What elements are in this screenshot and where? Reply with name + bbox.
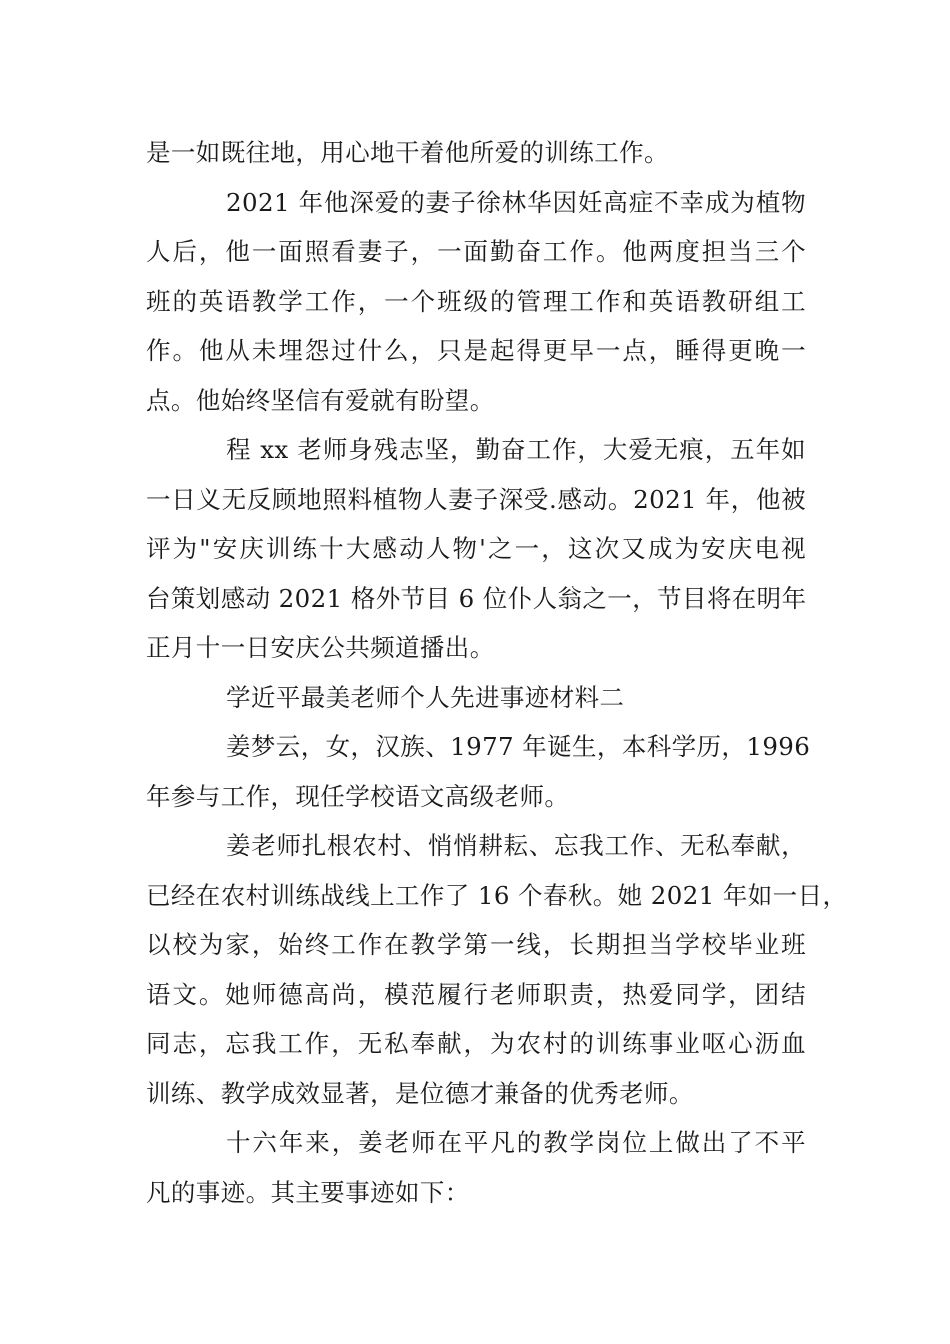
text-line: 训练、教学成效显著，是位德才兼备的优秀老师。	[146, 1078, 694, 1108]
text-line: 评为"安庆训练十大感动人物'之一，这次又成为安庆电视	[146, 534, 806, 563]
paragraph-first-line: 2021 年他深爱的妻子徐林华因妊高症不幸成为植物	[226, 187, 806, 217]
paragraph-first-line: 姜老师扎根农村、悄悄耕耘、忘我工作、无私奉献，	[226, 831, 806, 860]
text-line: 台策划感动 2021 格外节目 6 位仆人翁之一，节目将在明年	[146, 583, 807, 613]
text-line: 正月十一日安庆公共频道播出。	[146, 633, 495, 662]
paragraph-first-line: 程 xx 老师身残志坚，勤奋工作，大爱无痕，五年如	[226, 435, 806, 464]
text-line: 同志，忘我工作，无私奉献，为农村的训练事业呕心沥血	[146, 1029, 806, 1058]
document-body	[146, 128, 848, 1217]
text-line: 作。他从未埋怨过什么，只是起得更早一点，睡得更晚一	[146, 336, 806, 365]
text-line: 班的英语教学工作，一个班级的管理工作和英语教研组工	[146, 286, 806, 316]
text-line: 年参与工作，现任学校语文高级老师。	[146, 781, 570, 811]
section-heading: 学近平最美老师个人先进事迹材料二	[226, 682, 625, 712]
paragraph-first-line: 十六年来，姜老师在平凡的教学岗位上做出了不平	[226, 1128, 806, 1157]
text-line: 凡的事迹。其主要事迹如下：	[146, 1177, 470, 1207]
text-line: 以校为家，始终工作在教学第一线，长期担当学校毕业班	[146, 930, 806, 959]
text-line: 点。他始终坚信有爱就有盼望。	[146, 385, 495, 415]
text-line: 是一如既往地，用心地干着他所爱的训练工作。	[146, 138, 669, 167]
text-line: 一日义无反顾地照料植物人妻子深受.感动。2021 年，他被	[146, 484, 806, 514]
text-line: 人后，他一面照看妻子，一面勤奋工作。他两度担当三个	[146, 237, 806, 266]
paragraph-first-line: 姜梦云，女，汉族、1977 年诞生，本科学历，1996	[226, 732, 811, 761]
text-line: 已经在农村训练战线上工作了 16 个春秋。她 2021 年如一日，	[146, 880, 848, 910]
text-line: 语文。她师德高尚，模范履行老师职责，热爱同学，团结	[146, 979, 806, 1009]
